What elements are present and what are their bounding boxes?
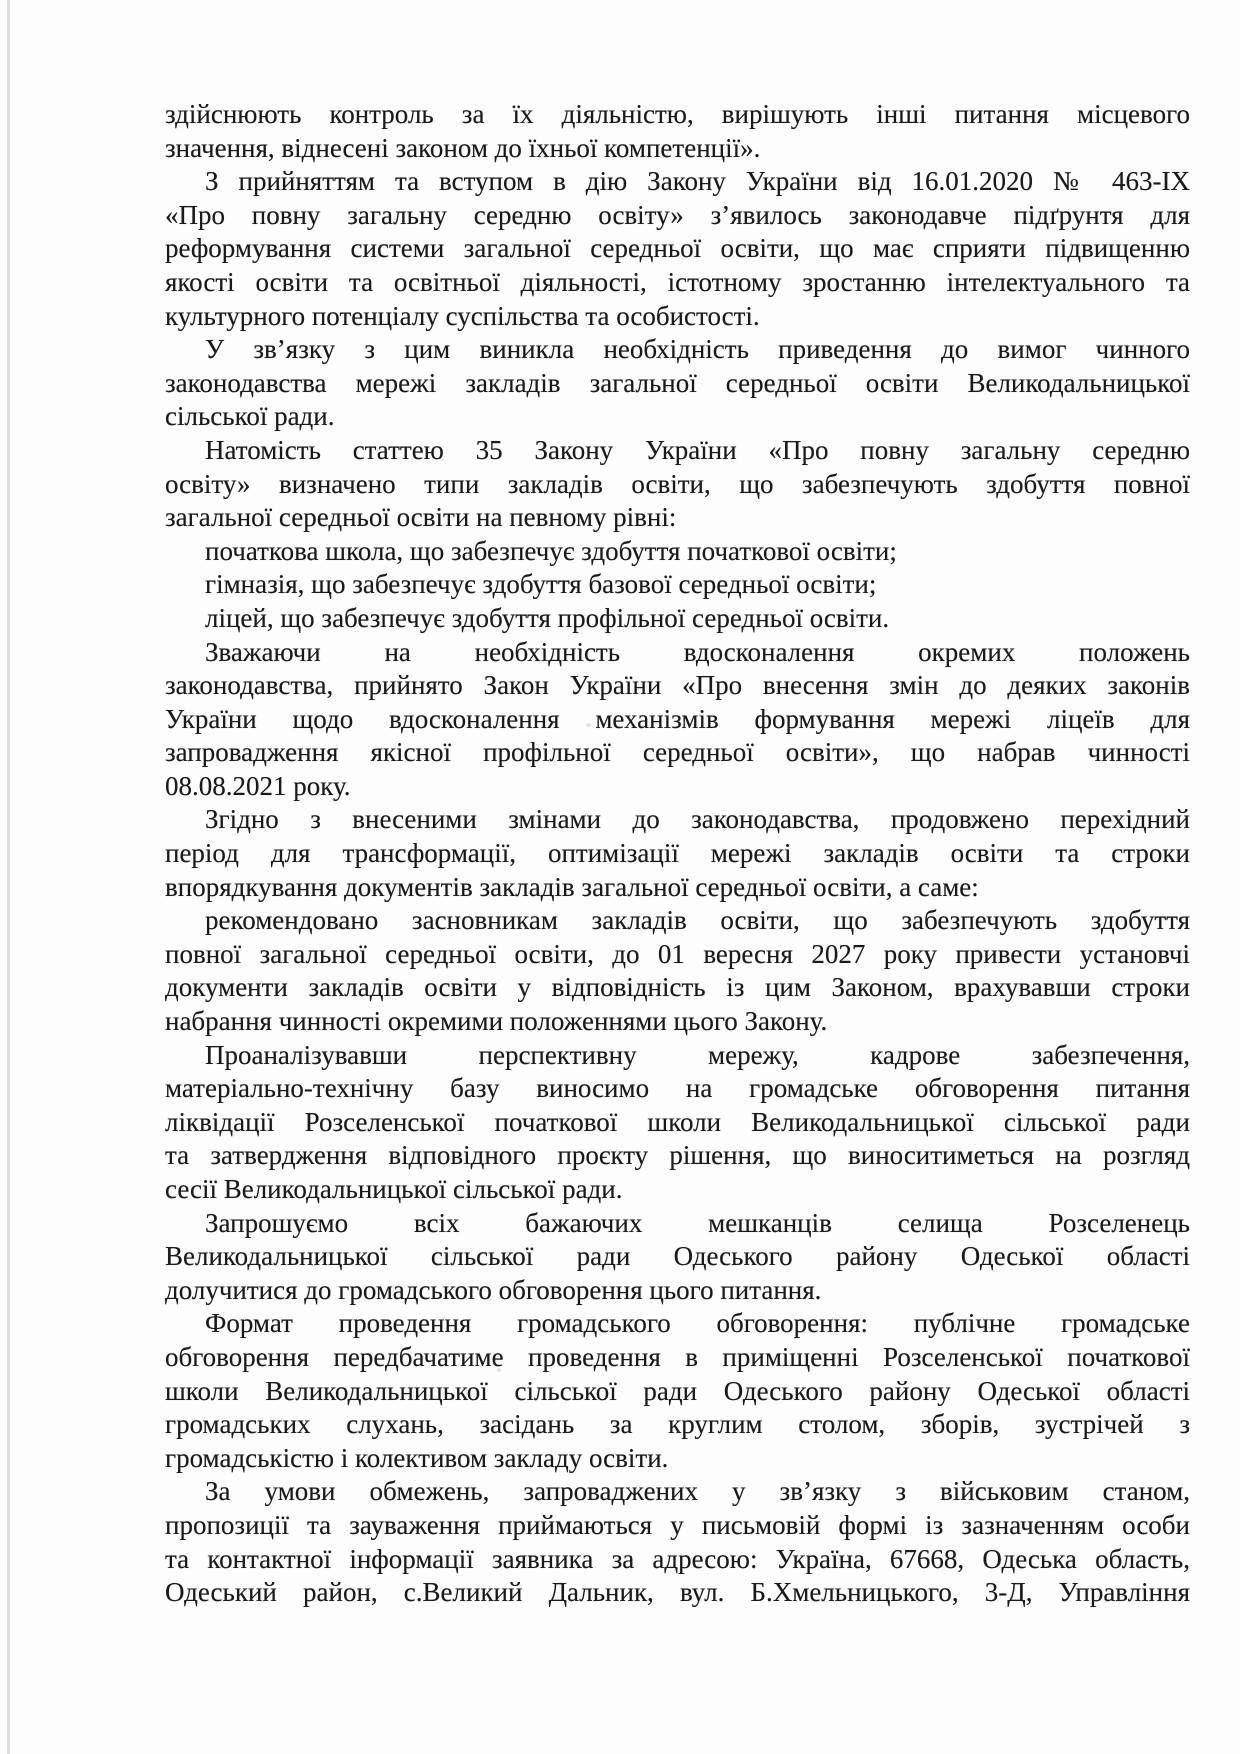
text-line: документи закладів освіти у відповідність із цим Законом, врахувавши строки xyxy=(165,972,1190,1003)
text-line: громадських слухань, засідань за круглим столом, зборів, зустрічей з xyxy=(165,1409,1190,1440)
text-line: долучитися до громадського обговорення цього питання. xyxy=(165,1274,822,1305)
text-line: якості освіти та освітньої діяльності, істотному зростанню інтелектуального та xyxy=(165,266,1190,297)
text-line: Одеський район, с.Великий Дальник, вул. Б.Хмельницького, 3-Д, Управління xyxy=(165,1577,1190,1608)
text-line: гімназія, що забезпечує здобуття базової середньої освіти; xyxy=(205,569,877,600)
text-line: період для трансформації, оптимізації мережі закладів освіти та строки xyxy=(165,838,1190,869)
text-line: З прийняттям та вступом в дію Закону України від 16.01.2020 № 463-IX xyxy=(205,166,1190,197)
text-line: школи Великодальницької сільської ради Одеського району Одеської області xyxy=(165,1375,1190,1406)
paragraph xyxy=(165,636,1190,804)
paragraph xyxy=(165,1207,1190,1308)
text-line: реформування системи загальної середньої освіти, що має сприяти підвищенню xyxy=(165,233,1190,264)
paragraph xyxy=(165,1307,1190,1475)
text-line: набрання чинності окремими положеннями цього Закону. xyxy=(165,1006,828,1037)
text-line: 08.08.2021 року. xyxy=(165,770,351,801)
text-line: матеріально-технічну базу виносимо на громадське обговорення питання xyxy=(165,1073,1190,1104)
text-line: громадськістю і колективом закладу освіти. xyxy=(165,1442,669,1473)
text-line: Формат проведення громадського обговорення: публічне громадське xyxy=(205,1308,1190,1339)
text-line: Натомість статтею 35 Закону України «Про повну загальну середню xyxy=(205,434,1190,465)
text-line: освіту» визначено типи закладів освіти, що забезпечують здобуття повної xyxy=(165,468,1190,499)
text-line: та контактної інформації заявника за адресою: Україна, 67668, Одеська область, xyxy=(165,1543,1190,1574)
text-block xyxy=(165,98,1190,1610)
text-line: законодавства, прийнято Закон України «Про внесення змін до деяких законів xyxy=(165,670,1190,701)
text-line: обговорення передбачатиме проведення в приміщенні Розселенської початкової xyxy=(165,1341,1190,1372)
text-line: Згідно з внесеними змінами до законодавства, продовжено перехідний xyxy=(205,804,1190,835)
text-line: запровадження якісної профільної середньої освіти», що набрав чинності xyxy=(165,737,1190,768)
text-line: рекомендовано засновникам закладів освіти, що забезпечують здобуття xyxy=(205,905,1190,936)
text-line: Зважаючи на необхідність вдосконалення окремих положень xyxy=(205,636,1190,667)
text-line: Великодальницької сільської ради Одеського району Одеської області xyxy=(165,1241,1190,1272)
paragraph xyxy=(165,904,1190,1038)
text-line: сільської ради. xyxy=(165,401,335,432)
text-line: «Про повну загальну середню освіту» з’явилось законодавче підґрунтя для xyxy=(165,199,1190,230)
paragraph xyxy=(165,434,1190,535)
paragraph xyxy=(165,165,1190,333)
text-line: початкова школа, що забезпечує здобуття початкової освіти; xyxy=(205,535,897,566)
text-line: Проаналізувавши перспективну мережу, кадрове забезпечення, xyxy=(205,1039,1190,1070)
paragraph xyxy=(165,803,1190,904)
paragraph xyxy=(165,333,1190,434)
text-line: здійснюють контроль за їх діяльністю, вирішують інші питання місцевого xyxy=(165,99,1190,129)
text-line: ліквідації Розселенської початкової школи Великодальницької сільської ради xyxy=(165,1106,1190,1137)
text-line: культурного потенціалу суспільства та особистості. xyxy=(165,300,760,331)
text-line: повної загальної середньої освіти, до 01 вересня 2027 року привести установчі xyxy=(165,938,1190,969)
paragraph xyxy=(165,568,1190,602)
text-line: сесії Великодальницької сільської ради. xyxy=(165,1174,623,1204)
paragraph xyxy=(165,602,1190,636)
scan-edge-line xyxy=(7,0,10,1754)
text-line: ліцей, що забезпечує здобуття профільної середньої освіти. xyxy=(205,602,890,633)
text-line: Запрошуємо всіх бажаючих мешканців селища Розселенець xyxy=(205,1207,1190,1238)
text-line: пропозиції та зауваження приймаються у письмовій формі із зазначенням особи xyxy=(165,1509,1190,1540)
text-line: У зв’язку з цим виникла необхідність приведення до вимог чинного xyxy=(205,334,1190,365)
paragraph xyxy=(165,1475,1190,1609)
paragraph xyxy=(165,98,1190,165)
text-line: значення, віднесені законом до їхньої компетенції». xyxy=(165,132,761,163)
paragraph xyxy=(165,1039,1190,1207)
text-line: загальної середньої освіти на певному рівні: xyxy=(165,502,677,533)
paragraph xyxy=(165,535,1190,569)
text-line: України щодо вдосконалення механізмів формування мережі ліцеїв для xyxy=(165,703,1190,734)
text-line: та затвердження відповідного проєкту рішення, що виноситиметься на розгляд xyxy=(165,1140,1190,1171)
text-line: законодавства мережі закладів загальної середньої освіти Великодальницької xyxy=(165,367,1190,398)
text-line: впорядкування документів закладів загальної середньої освіти, а саме: xyxy=(165,871,979,902)
text-line: За умови обмежень, запроваджених у зв’язку з військовим станом, xyxy=(205,1476,1190,1507)
